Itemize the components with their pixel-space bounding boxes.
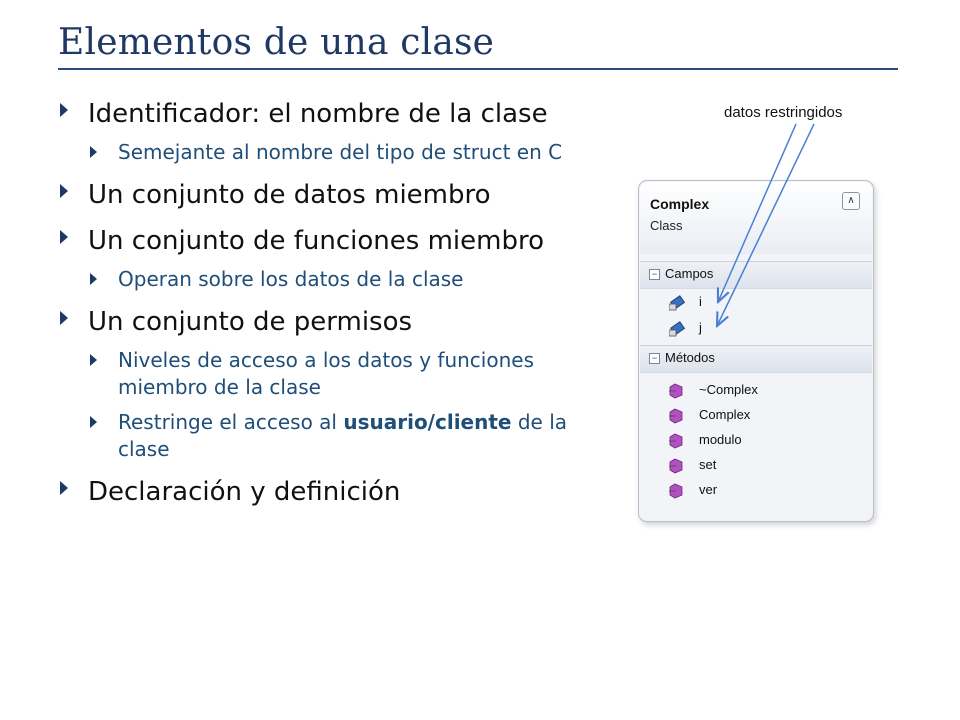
subbullet-struct xyxy=(88,139,568,166)
bullet-list xyxy=(58,97,568,509)
bullet-arrow-icon xyxy=(60,481,68,495)
subbullet-text-after: de la clase xyxy=(118,410,568,461)
title-underline xyxy=(58,68,898,70)
collapse-minus-icon[interactable]: − xyxy=(649,353,660,364)
methods-section-header[interactable] xyxy=(640,345,872,373)
bullet-arrow-icon xyxy=(90,146,97,158)
class-name: Complex xyxy=(650,196,710,212)
method-label: ~Complex xyxy=(699,382,758,397)
subbullet-restringe xyxy=(88,409,568,463)
bullet-arrow-icon xyxy=(60,103,68,117)
subbullet-text: Operan sobre los datos de la clase xyxy=(118,267,464,291)
bullet-text: Declaración y definición xyxy=(88,477,401,507)
method-icon xyxy=(669,483,687,499)
class-header xyxy=(640,182,872,254)
bullet-datos-miembro xyxy=(58,178,568,212)
callout-label: datos restringidos xyxy=(724,104,843,121)
slide-title: Elementos de una clase xyxy=(58,22,495,63)
method-label: ver xyxy=(699,482,718,497)
method-icon xyxy=(669,458,687,474)
subbullet-operan xyxy=(88,266,568,293)
subbullet-niveles xyxy=(88,347,568,401)
bullet-declaracion xyxy=(58,475,568,509)
fields-section-label: Campos xyxy=(665,266,714,281)
subbullet-text: Niveles de acceso a los datos y funciones miembro de la clase xyxy=(118,348,534,399)
bullet-text: Un conjunto de permisos xyxy=(88,307,413,337)
class-kind: Class xyxy=(650,218,683,233)
subbullet-text-before: Restringe el acceso al xyxy=(118,410,344,434)
method-icon xyxy=(669,408,687,424)
method-label: Complex xyxy=(699,407,751,422)
subbullet-bold-text: usuario/cliente xyxy=(343,410,512,434)
bullet-arrow-icon xyxy=(60,230,68,244)
collapse-minus-icon[interactable]: − xyxy=(649,269,660,280)
method-icon xyxy=(669,383,687,399)
bullet-arrow-icon xyxy=(60,311,68,325)
field-label: i xyxy=(699,294,702,309)
bullet-identificador xyxy=(58,97,568,131)
bullet-text: Un conjunto de datos miembro xyxy=(88,180,491,210)
subbullet-text: Semejante al nombre del tipo de struct en C xyxy=(118,140,563,164)
class-diagram-box xyxy=(638,180,874,522)
method-label: set xyxy=(699,457,717,472)
method-label: modulo xyxy=(699,432,742,447)
bullet-permisos xyxy=(58,305,568,339)
bullet-text: Un conjunto de funciones miembro xyxy=(88,226,544,256)
method-icon xyxy=(669,433,687,449)
bullet-arrow-icon xyxy=(90,416,97,428)
bullet-arrow-icon xyxy=(90,354,97,366)
private-field-icon xyxy=(669,295,687,311)
fields-section-header[interactable] xyxy=(640,261,872,289)
collapse-chevron-icon[interactable]: ∧ xyxy=(842,192,860,210)
bullet-funciones-miembro xyxy=(58,224,568,258)
field-label: j xyxy=(699,320,702,335)
private-field-icon xyxy=(669,321,687,337)
bullet-arrow-icon xyxy=(90,273,97,285)
methods-section-label: Métodos xyxy=(665,350,715,365)
bullet-arrow-icon xyxy=(60,184,68,198)
bullet-text: Identificador: el nombre de la clase xyxy=(88,99,548,129)
